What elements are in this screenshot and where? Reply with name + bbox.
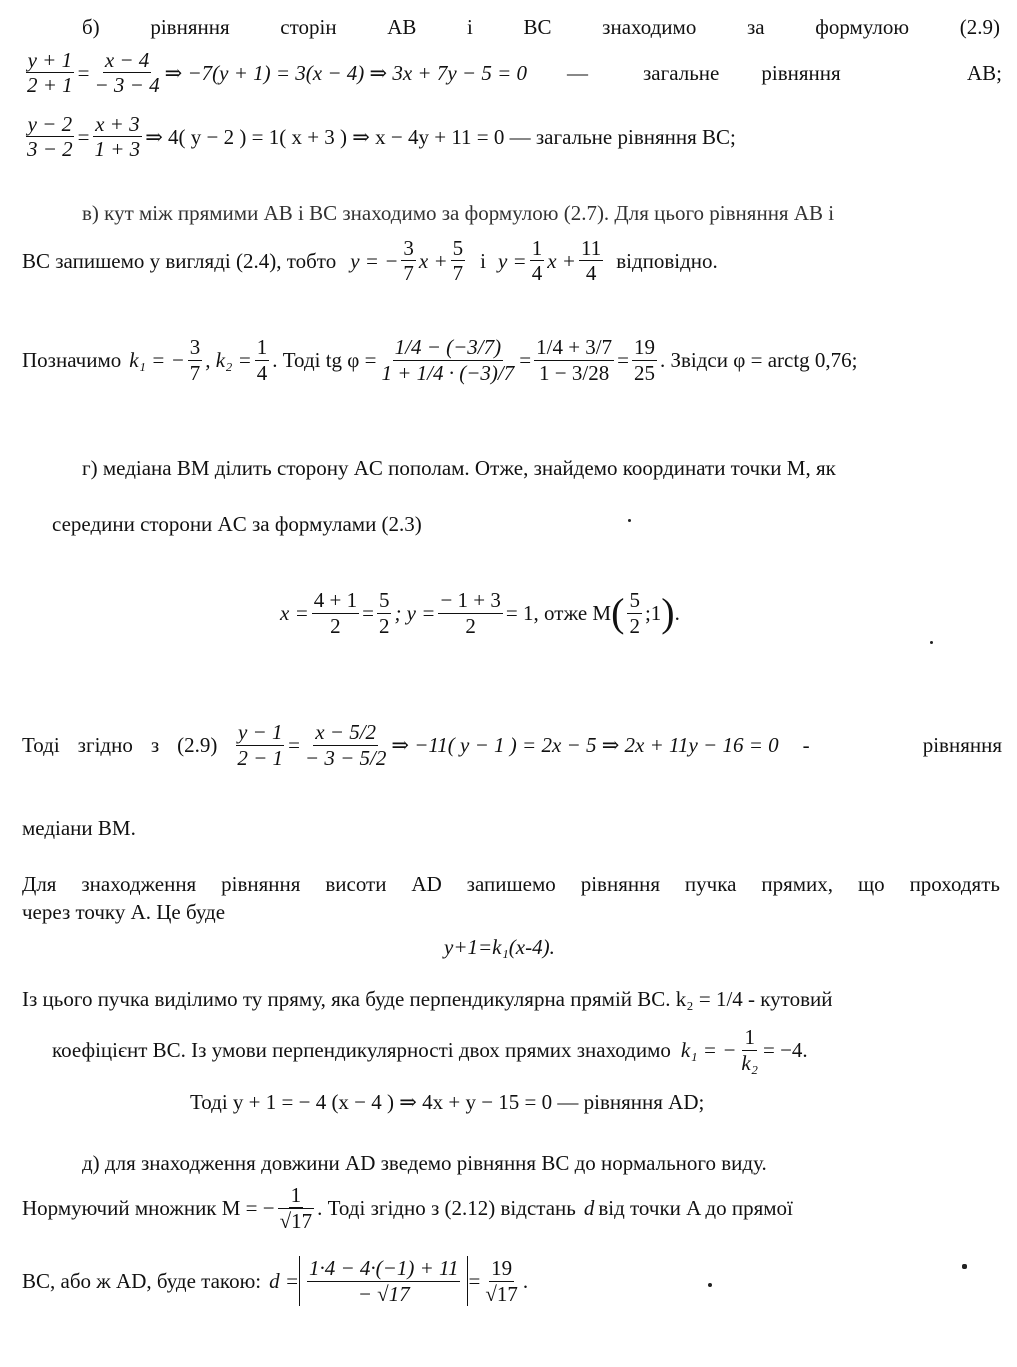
derivation: ⇒ −7(y + 1) = 3(x − 4) ⇒ 3x + 7y − 5 = 0 — [164, 60, 528, 85]
fraction: $\frac{1}{\text{k₂}}$ — [741, 1025, 758, 1075]
word: загальне — [643, 60, 720, 85]
fraction: $\frac{x - 4}{- 3 - 4}$ — [94, 48, 160, 98]
tangent-formula-line: Позначимо k₁ = − $\frac{3}{7}$ , k₂ = $\frac{1}{4}$ . Тоді tg φ = $\frac{1/4 - (-3/7)}{1 + 1/4 \cdot (-3)/7}$ = $\frac{1/4 + 3/7}{1 - 3/28}$ = $\frac{19}{25}$ . Звідси φ = arctg 0,76; — [22, 335, 858, 385]
word: AB; — [966, 60, 1002, 85]
paragraph-perpendicular: Із цього пучка виділимо ту пряму, яка буде перпендикулярна прямій BC. k₂ = 1/4 - кутовий — [22, 987, 833, 1011]
fraction: $\frac{3}{7}$ — [189, 335, 201, 385]
fraction: $\frac{x + 3}{1 + 3}$ — [94, 112, 141, 162]
word: BC — [523, 15, 552, 39]
fraction: $\frac{4 + 1}{2}$ — [313, 588, 358, 638]
text: відповідно. — [616, 248, 718, 273]
word: рівняння — [150, 15, 230, 39]
fraction: $\frac{1\cdot 4 - 4\cdot(-1) + 11}{- √17}$ — [309, 1256, 459, 1306]
equation-bc: $\frac{y - 2}{3 - 2}$ = $\frac{x + 3}{1 + 3}$ ⇒ 4( y − 2 ) = 1( x + 3 ) ⇒ x − 4y + 11 = 0 — загальне рівняння BC; — [27, 112, 736, 162]
fraction: $\frac{5}{7}$ — [452, 236, 464, 286]
word: б) — [82, 15, 100, 39]
paragraph-altitude: Для знаходження рівняння висоти AD запишемо рівняння пучка прямих, що проходять — [22, 872, 1000, 896]
fraction: $\frac{1}{4}$ — [531, 236, 543, 286]
derivation: ⇒ 4( y − 2 ) = 1( x + 3 ) ⇒ x − 4y + 11 = 0 — загальне рівняння BC; — [145, 124, 736, 149]
paragraph-median: г) медіана BM ділить сторону AC пополам. Отже, знайдемо координати точки M, як — [82, 456, 836, 480]
word: (2.9) — [959, 15, 1000, 39]
equation-ad: Тоді y + 1 = − 4 (x − 4 ) ⇒ 4x + y − 15 = 0 — рівняння AD; — [190, 1090, 705, 1114]
fraction: $\frac{11}{4}$ — [580, 236, 602, 286]
fraction: $\frac{5}{2}$ — [629, 588, 640, 638]
midpoint-equation: x = $\frac{4 + 1}{2}$ = $\frac{5}{2}$ ; y = $\frac{- 1 + 3}{2}$ = 1, отже M ( $\frac{5}{2}$ ;1 ) . — [280, 588, 680, 638]
fraction: $\frac{19}{√17}$ — [485, 1256, 518, 1306]
paragraph-median-2: середини сторони AC за формулами (2.3) — [52, 512, 422, 536]
word: рівняння — [761, 60, 841, 85]
median-equation: Тоді згідно з (2.9) $\frac{y - 1}{2 - 1}$ = $\frac{x - 5/2}{- 3 - 5/2}$ ⇒ −11( y − 1 ) = 2x − 5 ⇒ 2x + 11y − 16 = 0 - рівняння — [22, 720, 1002, 770]
fraction: $\frac{y - 1}{2 - 1}$ — [237, 720, 284, 770]
fraction: $\frac{x - 5/2}{- 3 - 5/2}$ — [304, 720, 387, 770]
word: AB — [387, 15, 417, 39]
paragraph-angle: в) кут між прямими AB і BC знаходимо за формулою (2.7). Для цього рівняння AB і — [82, 201, 835, 225]
perpendicular-slope: коефіцієнт BC. Із умови перпендикулярності двох прямих знаходимо k₁ = − $\frac{1}{\text{k₂}}$ = −4. — [52, 1025, 808, 1075]
equation-ab: $\frac{y + 1}{2 + 1}$ = $\frac{x - 4}{- 3 - 4}$ ⇒ −7(y + 1) = 3(x − 4) ⇒ 3x + 7y − 5 = 0 — загальне рівняння AB; — [27, 48, 1002, 98]
fraction: $\frac{1}{4}$ — [256, 335, 268, 385]
scan-speck — [708, 1283, 712, 1287]
word: за — [746, 15, 765, 39]
fraction: $\frac{5}{2}$ — [378, 588, 390, 638]
absolute-value — [299, 1256, 468, 1305]
text-line: через точку A. Це буде — [22, 900, 226, 924]
dash: — — [567, 60, 589, 85]
text: BC запишемо у вигляді (2.4), тобто — [22, 248, 337, 273]
fraction: $\frac{y + 1}{2 + 1}$ — [27, 48, 73, 98]
fraction: $\frac{- 1 + 3}{2}$ — [440, 588, 501, 638]
text: Позначимо — [22, 348, 122, 372]
text-line-1 — [82, 14, 1000, 40]
word: і — [467, 15, 473, 39]
fraction: $\frac{19}{25}$ — [633, 335, 655, 385]
fraction: $\frac{1}{√17}$ — [279, 1182, 313, 1233]
text: . Звідси φ = arctg 0,76; — [659, 348, 858, 372]
scan-speck — [628, 519, 631, 522]
normalizing-factor: Нормуючий множник M = − $\frac{1}{√17}$ . Тоді згідно з (2.12) відстань d від точки A до прямої — [22, 1182, 793, 1233]
tangent-fraction: $\frac{1/4 - (-3/7)}{1 + 1/4 \cdot (-3)/7}$ — [381, 335, 515, 385]
word: формулою — [815, 15, 910, 39]
text-line: медіани BM. — [22, 816, 136, 840]
fraction: $\frac{y - 2}{3 - 2}$ — [27, 112, 73, 162]
derivation: ⇒ −11( y − 1 ) = 2x − 5 ⇒ 2x + 11y − 16 = 0 — [391, 733, 779, 757]
word: сторін — [280, 15, 337, 39]
word: знаходимо — [602, 15, 697, 39]
distance-formula: BC, або ж AD, буде такою: d = $\frac{1\cdot 4 - 4\cdot(-1) + 11}{- √17}$ = $\frac{19}{√17}$ . — [22, 1256, 529, 1306]
scan-speck — [930, 641, 933, 644]
scan-speck — [962, 1264, 967, 1269]
paragraph-length: д) для знаходження довжини AD зведемо рівняння BC до нормального виду. — [82, 1151, 767, 1175]
slope-form-line: BC запишемо у вигляді (2.4), тобто y = − $\frac{3}{7}$ x + $\frac{5}{7}$ і y = $\frac{1}{4}$ x + $\frac{11}{4}$ відповідно. — [22, 236, 718, 286]
fraction: $\frac{3}{7}$ — [403, 236, 414, 286]
pencil-equation: y+1=k₁(x-4). — [444, 935, 555, 959]
fraction: $\frac{1/4 + 3/7}{1 - 3/28}$ — [536, 335, 613, 385]
